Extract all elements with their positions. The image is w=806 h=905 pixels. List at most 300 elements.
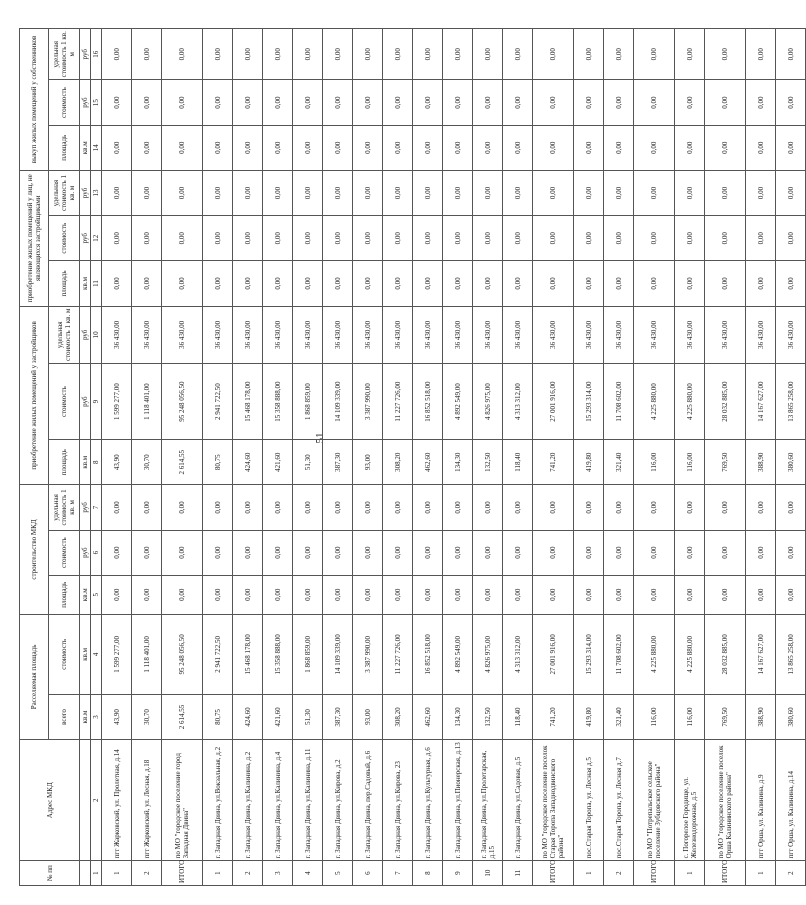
row-other-unit-cost: 0,00 xyxy=(705,170,746,215)
row-total-cost: 3 387 990,00 xyxy=(353,614,383,694)
row-address: с. Погорелое Городище, ул. Железнодорожная, д.5 xyxy=(675,740,705,861)
column-number: 16 xyxy=(91,29,102,80)
row-construction-area: 0,00 xyxy=(473,575,503,614)
row-construction-cost: 0,00 xyxy=(132,530,162,575)
row-other-cost: 0,00 xyxy=(102,216,132,261)
row-number: 2 xyxy=(233,861,263,886)
row-construction-cost: 0,00 xyxy=(203,530,233,575)
row-buyout-unit-cost: 0,00 xyxy=(604,29,634,80)
header-unit-cost: удельная стоимость 1 кв. м xyxy=(49,306,80,364)
column-number: 14 xyxy=(91,125,102,170)
row-construction-unit-cost: 0,00 xyxy=(776,485,806,530)
table-row xyxy=(634,29,675,886)
row-construction-cost: 0,00 xyxy=(503,530,533,575)
table-row xyxy=(102,29,132,886)
row-address: г. Западная Двина, ул.Калинина, д.4 xyxy=(263,740,293,861)
row-total-cost: 13 865 258,00 xyxy=(776,614,806,694)
row-buyout-cost: 0,00 xyxy=(574,80,604,125)
row-number: 7 xyxy=(383,861,413,886)
row-developer-area: 80,75 xyxy=(203,440,233,485)
row-construction-unit-cost: 0,00 xyxy=(263,485,293,530)
row-construction-unit-cost: 0,00 xyxy=(604,485,634,530)
row-other-unit-cost: 0,00 xyxy=(574,170,604,215)
row-buyout-unit-cost: 0,00 xyxy=(203,29,233,80)
row-buyout-area: 0,00 xyxy=(503,125,533,170)
table-row xyxy=(162,29,203,886)
row-developer-unit-cost: 36 430,00 xyxy=(162,306,203,364)
row-total-cost: 16 852 518,00 xyxy=(413,614,443,694)
row-total-area: 741,20 xyxy=(533,694,574,739)
header-cost: стоимость xyxy=(49,80,80,125)
row-other-area: 0,00 xyxy=(132,261,162,306)
row-construction-area: 0,00 xyxy=(574,575,604,614)
row-buyout-cost: 0,00 xyxy=(705,80,746,125)
row-other-unit-cost: 0,00 xyxy=(413,170,443,215)
row-developer-cost: 14 109 339,00 xyxy=(323,364,353,440)
table-row xyxy=(263,29,293,886)
row-total-cost: 11 708 602,00 xyxy=(604,614,634,694)
row-buyout-cost: 0,00 xyxy=(132,80,162,125)
row-construction-cost: 0,00 xyxy=(353,530,383,575)
row-number: ИТОГО xyxy=(162,861,203,886)
table-row xyxy=(746,29,776,886)
row-buyout-cost: 0,00 xyxy=(233,80,263,125)
row-other-unit-cost: 0,00 xyxy=(263,170,293,215)
row-construction-unit-cost: 0,00 xyxy=(102,485,132,530)
row-buyout-unit-cost: 0,00 xyxy=(233,29,263,80)
row-total-area: 769,50 xyxy=(705,694,746,739)
row-total-cost: 15 468 178,00 xyxy=(233,614,263,694)
row-total-cost: 14 167 627,00 xyxy=(746,614,776,694)
row-developer-area: 93,00 xyxy=(353,440,383,485)
header-cost: стоимость xyxy=(49,530,80,575)
row-developer-cost: 15 468 178,00 xyxy=(233,364,263,440)
row-total-cost: 4 225 880,00 xyxy=(634,614,675,694)
row-construction-area: 0,00 xyxy=(263,575,293,614)
row-developer-cost: 11 227 726,00 xyxy=(383,364,413,440)
row-total-cost: 14 109 339,00 xyxy=(323,614,353,694)
row-construction-area: 0,00 xyxy=(203,575,233,614)
column-number: 10 xyxy=(91,306,102,364)
table-row xyxy=(293,29,323,886)
row-construction-cost: 0,00 xyxy=(102,530,132,575)
unit-label: руб xyxy=(80,29,91,80)
row-buyout-cost: 0,00 xyxy=(604,80,634,125)
row-developer-area: 116,00 xyxy=(634,440,675,485)
header-construction: строительство МКД xyxy=(20,485,49,614)
row-total-area: 308,20 xyxy=(383,694,413,739)
row-address: пос.Старая Торопа, ул. Лесная д.5 xyxy=(574,740,604,861)
table-row xyxy=(323,29,353,886)
column-number: 2 xyxy=(91,740,102,861)
row-buyout-unit-cost: 0,00 xyxy=(413,29,443,80)
row-developer-cost: 16 852 518,00 xyxy=(413,364,443,440)
row-other-area: 0,00 xyxy=(746,261,776,306)
row-developer-unit-cost: 36 430,00 xyxy=(503,306,533,364)
row-other-area: 0,00 xyxy=(353,261,383,306)
unit-label: кв.м xyxy=(80,575,91,614)
row-address: пгт Орша, ул. Калинина, д.9 xyxy=(746,740,776,861)
row-developer-unit-cost: 36 430,00 xyxy=(533,306,574,364)
table-row xyxy=(503,29,533,886)
row-number: 5 xyxy=(323,861,353,886)
row-other-area: 0,00 xyxy=(413,261,443,306)
column-number: 3 xyxy=(91,694,102,739)
row-other-cost: 0,00 xyxy=(675,216,705,261)
row-address: по МО "городское поселение поселок Орша Калининского района" xyxy=(705,740,746,861)
row-address: г. Западная Двина, ул.Кирова, д.2 xyxy=(323,740,353,861)
row-developer-cost: 4 892 549,00 xyxy=(443,364,473,440)
row-developer-cost: 4 313 312,00 xyxy=(503,364,533,440)
row-buyout-unit-cost: 0,00 xyxy=(353,29,383,80)
header-address: Адрес МКД xyxy=(20,740,80,861)
table-row xyxy=(473,29,503,886)
row-construction-area: 0,00 xyxy=(604,575,634,614)
row-other-area: 0,00 xyxy=(203,261,233,306)
row-total-area: 43,90 xyxy=(102,694,132,739)
header-area: площадь xyxy=(49,261,80,306)
row-number: 1 xyxy=(102,861,132,886)
row-total-area: 30,70 xyxy=(132,694,162,739)
row-other-cost: 0,00 xyxy=(162,216,203,261)
unit-label: кв.м xyxy=(80,440,91,485)
row-other-area: 0,00 xyxy=(604,261,634,306)
row-construction-area: 0,00 xyxy=(503,575,533,614)
row-buyout-area: 0,00 xyxy=(383,125,413,170)
row-total-cost: 2 941 722,50 xyxy=(203,614,233,694)
row-buyout-unit-cost: 0,00 xyxy=(473,29,503,80)
table-row xyxy=(353,29,383,886)
header-cost: стоимость xyxy=(49,614,80,694)
row-construction-area: 0,00 xyxy=(705,575,746,614)
row-developer-area: 118,40 xyxy=(503,440,533,485)
row-developer-cost: 3 387 990,00 xyxy=(353,364,383,440)
row-other-unit-cost: 0,00 xyxy=(443,170,473,215)
row-buyout-area: 0,00 xyxy=(203,125,233,170)
row-buyout-cost: 0,00 xyxy=(776,80,806,125)
row-number: 1 xyxy=(574,861,604,886)
row-other-unit-cost: 0,00 xyxy=(323,170,353,215)
row-developer-cost: 4 225 880,00 xyxy=(675,364,705,440)
row-buyout-cost: 0,00 xyxy=(443,80,473,125)
row-number: ИТОГО xyxy=(634,861,675,886)
header-purchase-others: приобретение жилых помещений у лиц, не являющихся застройщиками xyxy=(20,170,49,306)
row-construction-area: 0,00 xyxy=(383,575,413,614)
row-number: 2 xyxy=(776,861,806,886)
unit-label: кв.м xyxy=(80,261,91,306)
header-area: площадь xyxy=(49,575,80,614)
row-other-cost: 0,00 xyxy=(132,216,162,261)
header-unit-cost: удельная стоимость 1 кв. м xyxy=(49,170,80,215)
row-construction-unit-cost: 0,00 xyxy=(162,485,203,530)
row-developer-area: 116,00 xyxy=(675,440,705,485)
row-address: по МО "Потрепальское сельское поселение Зубцовского района" xyxy=(634,740,675,861)
row-developer-unit-cost: 36 430,00 xyxy=(323,306,353,364)
header-num: № пп xyxy=(20,861,80,886)
row-developer-unit-cost: 36 430,00 xyxy=(634,306,675,364)
row-other-cost: 0,00 xyxy=(443,216,473,261)
row-buyout-unit-cost: 0,00 xyxy=(776,29,806,80)
row-buyout-area: 0,00 xyxy=(102,125,132,170)
row-other-area: 0,00 xyxy=(233,261,263,306)
row-developer-cost: 15 293 314,00 xyxy=(574,364,604,440)
row-other-unit-cost: 0,00 xyxy=(604,170,634,215)
row-buyout-cost: 0,00 xyxy=(746,80,776,125)
header-buyout: выкуп жилых помещений у собственников xyxy=(20,29,49,171)
row-buyout-unit-cost: 0,00 xyxy=(574,29,604,80)
row-total-cost: 1 599 277,00 xyxy=(102,614,132,694)
row-other-cost: 0,00 xyxy=(705,216,746,261)
row-total-area: 134,30 xyxy=(443,694,473,739)
row-other-cost: 0,00 xyxy=(383,216,413,261)
row-developer-unit-cost: 36 430,00 xyxy=(675,306,705,364)
row-total-cost: 4 892 549,00 xyxy=(443,614,473,694)
header-area: площадь xyxy=(49,440,80,485)
row-buyout-cost: 0,00 xyxy=(203,80,233,125)
row-other-area: 0,00 xyxy=(443,261,473,306)
row-number: 10 xyxy=(473,861,503,886)
row-developer-cost: 28 032 885,00 xyxy=(705,364,746,440)
row-number: 11 xyxy=(503,861,533,886)
row-other-area: 0,00 xyxy=(102,261,132,306)
row-construction-area: 0,00 xyxy=(443,575,473,614)
row-buyout-area: 0,00 xyxy=(443,125,473,170)
row-buyout-unit-cost: 0,00 xyxy=(323,29,353,80)
row-total-cost: 1 868 859,00 xyxy=(293,614,323,694)
unit-label: кв.м xyxy=(80,614,91,694)
unit-label: кв.м xyxy=(80,125,91,170)
unit-label: руб xyxy=(80,80,91,125)
table-row xyxy=(383,29,413,886)
row-total-area: 388,90 xyxy=(746,694,776,739)
row-construction-cost: 0,00 xyxy=(574,530,604,575)
row-other-unit-cost: 0,00 xyxy=(746,170,776,215)
table-row xyxy=(675,29,705,886)
row-construction-cost: 0,00 xyxy=(162,530,203,575)
table-row xyxy=(233,29,263,886)
row-total-area: 387,30 xyxy=(323,694,353,739)
row-buyout-area: 0,00 xyxy=(776,125,806,170)
row-buyout-unit-cost: 0,00 xyxy=(293,29,323,80)
row-developer-area: 421,60 xyxy=(263,440,293,485)
row-buyout-area: 0,00 xyxy=(574,125,604,170)
row-construction-cost: 0,00 xyxy=(233,530,263,575)
row-address: по МО "городское поселение поселок Старая Торопа Западнодвинского района" xyxy=(533,740,574,861)
row-construction-cost: 0,00 xyxy=(746,530,776,575)
column-number: 6 xyxy=(91,530,102,575)
row-total-area: 118,40 xyxy=(503,694,533,739)
row-other-cost: 0,00 xyxy=(533,216,574,261)
row-buyout-cost: 0,00 xyxy=(675,80,705,125)
row-other-unit-cost: 0,00 xyxy=(293,170,323,215)
row-buyout-cost: 0,00 xyxy=(293,80,323,125)
row-buyout-unit-cost: 0,00 xyxy=(746,29,776,80)
row-developer-cost: 4 826 975,00 xyxy=(473,364,503,440)
row-number: 1 xyxy=(203,861,233,886)
column-number: 15 xyxy=(91,80,102,125)
row-address: г. Западная Двина, ул.Вокзальная, д.2 xyxy=(203,740,233,861)
table-row xyxy=(443,29,473,886)
row-developer-unit-cost: 36 430,00 xyxy=(203,306,233,364)
row-developer-cost: 2 941 722,50 xyxy=(203,364,233,440)
row-number: ИТОГО xyxy=(705,861,746,886)
header-resettled-area: Расселяемая площадь xyxy=(20,614,49,739)
row-construction-cost: 0,00 xyxy=(533,530,574,575)
row-other-area: 0,00 xyxy=(675,261,705,306)
row-other-cost: 0,00 xyxy=(776,216,806,261)
row-address: г. Западная Двина, ул.Кирова, 23 xyxy=(383,740,413,861)
page-number: 51 xyxy=(314,432,326,444)
row-construction-area: 0,00 xyxy=(102,575,132,614)
row-number: 4 xyxy=(293,861,323,886)
row-construction-cost: 0,00 xyxy=(604,530,634,575)
column-number: 13 xyxy=(91,170,102,215)
row-total-area: 424,60 xyxy=(233,694,263,739)
row-total-area: 51,30 xyxy=(293,694,323,739)
row-other-unit-cost: 0,00 xyxy=(102,170,132,215)
row-buyout-cost: 0,00 xyxy=(323,80,353,125)
row-address: г. Западная Двина, ул.Калинина, д.2 xyxy=(233,740,263,861)
row-total-area: 2 614,55 xyxy=(162,694,203,739)
row-construction-area: 0,00 xyxy=(634,575,675,614)
row-total-area: 116,00 xyxy=(675,694,705,739)
header-purchase-developers: приобретение жилых помещений у застройщиков xyxy=(20,306,49,485)
row-developer-cost: 95 248 056,50 xyxy=(162,364,203,440)
row-construction-area: 0,00 xyxy=(233,575,263,614)
column-number: 1 xyxy=(91,861,102,886)
row-developer-area: 132,50 xyxy=(473,440,503,485)
row-other-area: 0,00 xyxy=(473,261,503,306)
row-construction-cost: 0,00 xyxy=(263,530,293,575)
header-unit-cost: удельная стоимость 1 кв. м xyxy=(49,485,80,530)
row-other-cost: 0,00 xyxy=(413,216,443,261)
row-other-area: 0,00 xyxy=(293,261,323,306)
row-developer-unit-cost: 36 430,00 xyxy=(132,306,162,364)
header-area: площадь xyxy=(49,125,80,170)
row-construction-cost: 0,00 xyxy=(383,530,413,575)
row-other-unit-cost: 0,00 xyxy=(776,170,806,215)
row-developer-unit-cost: 36 430,00 xyxy=(233,306,263,364)
row-construction-area: 0,00 xyxy=(776,575,806,614)
row-address: г. Западная Двина, ул.Садовая, д.5 xyxy=(503,740,533,861)
row-construction-unit-cost: 0,00 xyxy=(203,485,233,530)
row-total-cost: 11 227 726,00 xyxy=(383,614,413,694)
row-construction-cost: 0,00 xyxy=(634,530,675,575)
row-developer-unit-cost: 36 430,00 xyxy=(776,306,806,364)
row-buyout-area: 0,00 xyxy=(293,125,323,170)
row-total-area: 380,60 xyxy=(776,694,806,739)
row-developer-area: 321,40 xyxy=(604,440,634,485)
row-developer-unit-cost: 36 430,00 xyxy=(293,306,323,364)
row-construction-area: 0,00 xyxy=(162,575,203,614)
row-construction-cost: 0,00 xyxy=(473,530,503,575)
row-address: по МО "городское поселение город Западная Двина" xyxy=(162,740,203,861)
row-buyout-area: 0,00 xyxy=(323,125,353,170)
row-other-cost: 0,00 xyxy=(323,216,353,261)
row-other-unit-cost: 0,00 xyxy=(533,170,574,215)
row-buyout-unit-cost: 0,00 xyxy=(263,29,293,80)
row-other-area: 0,00 xyxy=(162,261,203,306)
table-row xyxy=(132,29,162,886)
row-construction-area: 0,00 xyxy=(353,575,383,614)
row-developer-area: 43,90 xyxy=(102,440,132,485)
row-other-cost: 0,00 xyxy=(233,216,263,261)
row-construction-cost: 0,00 xyxy=(443,530,473,575)
row-developer-unit-cost: 36 430,00 xyxy=(604,306,634,364)
row-buyout-cost: 0,00 xyxy=(353,80,383,125)
row-number: 8 xyxy=(413,861,443,886)
row-total-area: 80,75 xyxy=(203,694,233,739)
column-number: 5 xyxy=(91,575,102,614)
row-address: г. Западная Двина, ул.Пролетарская, д.15 xyxy=(473,740,503,861)
table-row xyxy=(604,29,634,886)
row-construction-cost: 0,00 xyxy=(293,530,323,575)
row-number: 3 xyxy=(263,861,293,886)
row-developer-cost: 11 708 602,00 xyxy=(604,364,634,440)
row-buyout-cost: 0,00 xyxy=(162,80,203,125)
row-construction-cost: 0,00 xyxy=(705,530,746,575)
row-buyout-unit-cost: 0,00 xyxy=(132,29,162,80)
row-construction-cost: 0,00 xyxy=(323,530,353,575)
row-developer-cost: 1 599 277,00 xyxy=(102,364,132,440)
row-developer-area: 380,60 xyxy=(776,440,806,485)
row-construction-unit-cost: 0,00 xyxy=(413,485,443,530)
row-other-area: 0,00 xyxy=(574,261,604,306)
row-total-area: 116,00 xyxy=(634,694,675,739)
row-developer-area: 419,80 xyxy=(574,440,604,485)
row-total-cost: 15 358 888,00 xyxy=(263,614,293,694)
column-number: 9 xyxy=(91,364,102,440)
row-total-cost: 28 032 885,00 xyxy=(705,614,746,694)
row-developer-unit-cost: 36 430,00 xyxy=(383,306,413,364)
row-buyout-area: 0,00 xyxy=(353,125,383,170)
row-developer-unit-cost: 36 430,00 xyxy=(746,306,776,364)
row-construction-area: 0,00 xyxy=(675,575,705,614)
row-total-cost: 1 118 401,00 xyxy=(132,614,162,694)
row-developer-unit-cost: 36 430,00 xyxy=(353,306,383,364)
row-developer-unit-cost: 36 430,00 xyxy=(473,306,503,364)
row-buyout-area: 0,00 xyxy=(746,125,776,170)
header-cost: стоимость xyxy=(49,364,80,440)
row-other-area: 0,00 xyxy=(383,261,413,306)
row-developer-cost: 1 868 859,00 xyxy=(293,364,323,440)
column-number: 11 xyxy=(91,261,102,306)
row-other-unit-cost: 0,00 xyxy=(203,170,233,215)
row-construction-unit-cost: 0,00 xyxy=(746,485,776,530)
row-construction-unit-cost: 0,00 xyxy=(443,485,473,530)
row-number: 9 xyxy=(443,861,473,886)
row-buyout-area: 0,00 xyxy=(634,125,675,170)
row-buyout-cost: 0,00 xyxy=(263,80,293,125)
row-total-cost: 15 293 314,00 xyxy=(574,614,604,694)
row-developer-area: 388,90 xyxy=(746,440,776,485)
table-row xyxy=(413,29,443,886)
row-buyout-area: 0,00 xyxy=(233,125,263,170)
row-developer-area: 134,30 xyxy=(443,440,473,485)
row-other-cost: 0,00 xyxy=(203,216,233,261)
row-developer-cost: 14 167 627,00 xyxy=(746,364,776,440)
unit-label: руб xyxy=(80,216,91,261)
table-row xyxy=(705,29,746,886)
row-buyout-unit-cost: 0,00 xyxy=(383,29,413,80)
row-construction-unit-cost: 0,00 xyxy=(634,485,675,530)
row-buyout-area: 0,00 xyxy=(162,125,203,170)
row-buyout-cost: 0,00 xyxy=(102,80,132,125)
row-other-unit-cost: 0,00 xyxy=(233,170,263,215)
row-address: г. Западная Двина, ул.Калинина, д.11 xyxy=(293,740,323,861)
row-total-area: 421,60 xyxy=(263,694,293,739)
row-buyout-cost: 0,00 xyxy=(533,80,574,125)
